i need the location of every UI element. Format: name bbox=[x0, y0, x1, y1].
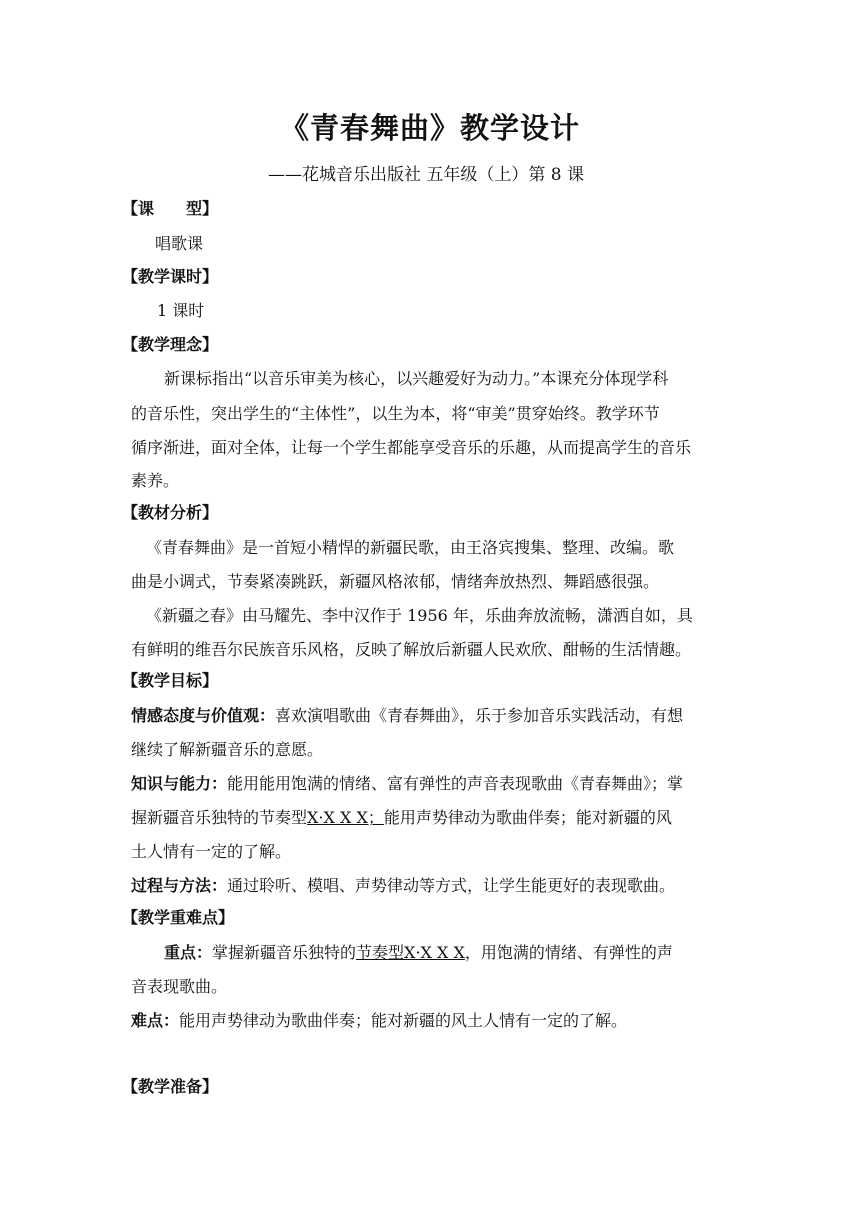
lesson-hours-text: 1 课时 bbox=[157, 301, 205, 320]
goal-emotion-line bbox=[131, 703, 683, 726]
heading-teaching-concept: 【教学理念】 bbox=[122, 335, 219, 354]
key-point-text: 掌握新疆音乐独特的 bbox=[212, 943, 357, 962]
goal-knowledge-line bbox=[131, 805, 672, 828]
difficult-point-label: 难点： bbox=[131, 1011, 180, 1030]
heading-key-difficult-points: 【教学重难点】 bbox=[122, 908, 235, 927]
goal-knowledge-line: 土人情有一定的了解。 bbox=[131, 842, 292, 861]
concept-line: 素养。 bbox=[131, 471, 180, 490]
goal-knowledge-text: 能用能用饱满的情绪、富有弹性的声音表现歌曲《青春舞曲》；掌 bbox=[227, 774, 684, 793]
analysis-line: 《青春舞曲》是一首短小精悍的新疆民歌，由王洛宾搜集、整理、改编。歌 bbox=[146, 538, 675, 557]
key-point-text: 节奏型 bbox=[356, 943, 405, 962]
goal-knowledge-text: 能用声势律动为歌曲伴奏；能对新疆的风 bbox=[383, 808, 672, 827]
goal-process-text: 通过聆听、模唱、声势律动等方式，让学生能更好的表现歌曲。 bbox=[227, 876, 676, 895]
key-point-line: 音表现歌曲。 bbox=[131, 977, 228, 996]
concept-line: 的音乐性，突出学生的“主体性”，以生为本，将“审美”贯穿始终。教学环节 bbox=[131, 404, 660, 423]
difficult-point-text: 能用声势律动为歌曲伴奏；能对新疆的风土人情有一定的了解。 bbox=[179, 1011, 628, 1030]
lesson-type-text: 唱歌课 bbox=[155, 234, 204, 253]
heading-lesson-type: 【课 型】 bbox=[122, 199, 219, 218]
document-subtitle: ——花城音乐出版社 五年级（上）第 8 课 bbox=[268, 165, 585, 185]
document-title: 《青春舞曲》教学设计 bbox=[279, 111, 580, 145]
heading-lesson-hours: 【教学课时】 bbox=[122, 267, 219, 286]
key-point-label: 重点： bbox=[164, 943, 213, 962]
analysis-line: 曲是小调式，节奏紧凑跳跃，新疆风格浓郁，情绪奔放热烈、舞蹈感很强。 bbox=[131, 572, 660, 591]
heading-teaching-preparation: 【教学准备】 bbox=[122, 1077, 219, 1096]
goal-knowledge-text: 握新疆音乐独特的节奏型 bbox=[131, 808, 308, 827]
goal-emotion-text: 喜欢演唱歌曲《青春舞曲》，乐于参加音乐实践活动，有想 bbox=[275, 706, 684, 725]
rhythm-pattern: X·X X X bbox=[404, 943, 465, 962]
rhythm-pattern: X·X X X； bbox=[307, 808, 384, 827]
difficult-point-line bbox=[131, 1008, 627, 1031]
goal-process-line bbox=[131, 873, 675, 896]
concept-line: 循序渐进，面对全体，让每一个学生都能享受音乐的乐趣，从而提高学生的音乐 bbox=[131, 438, 692, 457]
key-point-line bbox=[164, 940, 673, 963]
analysis-line: 《新疆之春》由马耀先、李中汉作于 1956 年，乐曲奔放流畅，潇洒自如，具 bbox=[146, 606, 693, 625]
goal-process-label: 过程与方法： bbox=[131, 876, 228, 895]
goal-knowledge-line bbox=[131, 771, 683, 794]
heading-material-analysis: 【教材分析】 bbox=[122, 503, 219, 522]
heading-teaching-goals: 【教学目标】 bbox=[122, 671, 219, 690]
goal-emotion-line: 继续了解新疆音乐的意愿。 bbox=[131, 740, 324, 759]
concept-line: 新课标指出“以音乐审美为核心，以兴趣爱好为动力。”本课充分体现学科 bbox=[164, 369, 669, 388]
analysis-line: 有鲜明的维吾尔民族音乐风格，反映了解放后新疆人民欢欣、酣畅的生活情趣。 bbox=[131, 640, 692, 659]
goal-emotion-label: 情感态度与价值观： bbox=[131, 706, 276, 725]
key-point-text: ，用饱满的情绪、有弹性的声 bbox=[464, 943, 673, 962]
goal-knowledge-label: 知识与能力： bbox=[131, 774, 228, 793]
